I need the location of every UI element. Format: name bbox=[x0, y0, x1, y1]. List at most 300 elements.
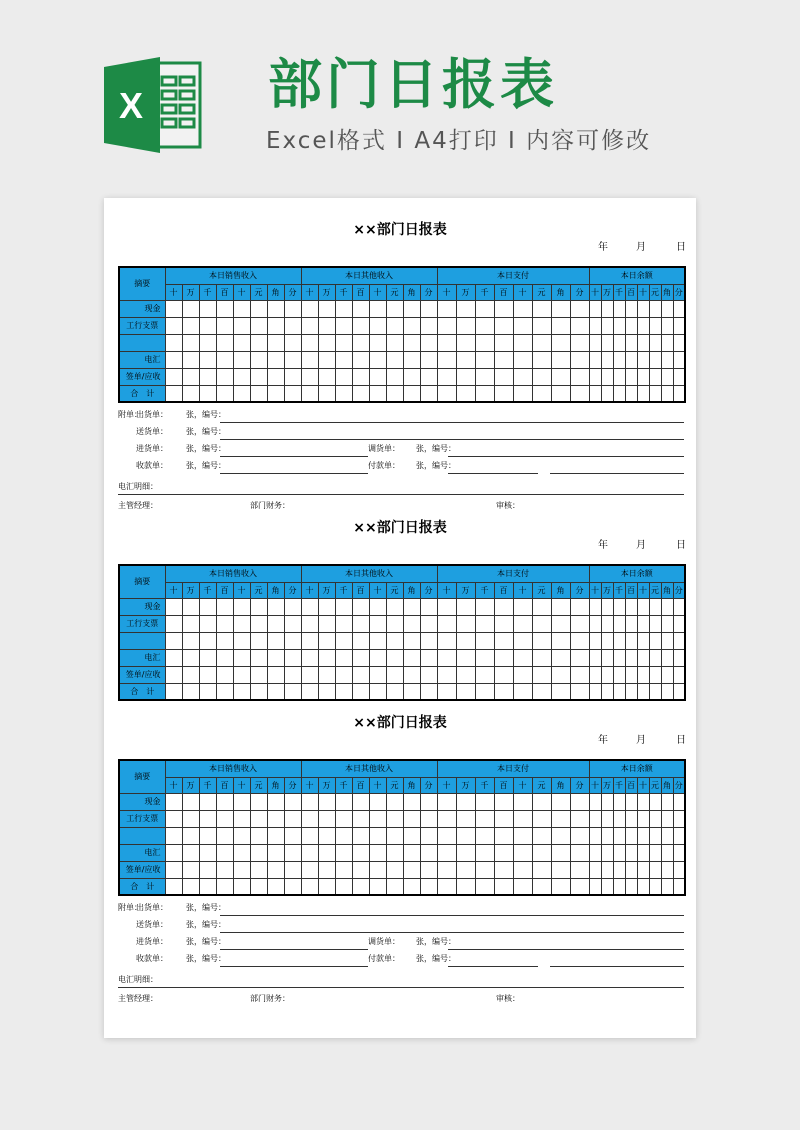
amount-cell[interactable] bbox=[437, 317, 456, 334]
amount-cell[interactable] bbox=[570, 810, 589, 827]
amount-cell[interactable] bbox=[661, 385, 673, 402]
amount-cell[interactable] bbox=[613, 334, 625, 351]
amount-cell[interactable] bbox=[570, 793, 589, 810]
amount-cell[interactable] bbox=[570, 351, 589, 368]
amount-cell[interactable] bbox=[475, 368, 494, 385]
amount-cell[interactable] bbox=[318, 810, 335, 827]
amount-cell[interactable] bbox=[637, 334, 649, 351]
amount-cell[interactable] bbox=[456, 649, 475, 666]
amount-cell[interactable] bbox=[589, 385, 601, 402]
amount-cell[interactable] bbox=[551, 334, 570, 351]
amount-cell[interactable] bbox=[475, 598, 494, 615]
amount-cell[interactable] bbox=[649, 844, 661, 861]
amount-cell[interactable] bbox=[551, 649, 570, 666]
amount-cell[interactable] bbox=[199, 385, 216, 402]
amount-cell[interactable] bbox=[233, 844, 250, 861]
amount-cell[interactable] bbox=[199, 793, 216, 810]
amount-cell[interactable] bbox=[284, 793, 301, 810]
amount-cell[interactable] bbox=[637, 666, 649, 683]
amount-cell[interactable] bbox=[570, 385, 589, 402]
amount-cell[interactable] bbox=[613, 861, 625, 878]
amount-cell[interactable] bbox=[420, 844, 437, 861]
amount-cell[interactable] bbox=[532, 632, 551, 649]
amount-cell[interactable] bbox=[267, 793, 284, 810]
amount-cell[interactable] bbox=[437, 649, 456, 666]
amount-cell[interactable] bbox=[532, 793, 551, 810]
amount-cell[interactable] bbox=[437, 793, 456, 810]
amount-cell[interactable] bbox=[318, 598, 335, 615]
amount-cell[interactable] bbox=[551, 598, 570, 615]
amount-cell[interactable] bbox=[494, 793, 513, 810]
amount-cell[interactable] bbox=[589, 334, 601, 351]
amount-cell[interactable] bbox=[589, 861, 601, 878]
amount-cell[interactable] bbox=[513, 810, 532, 827]
amount-cell[interactable] bbox=[165, 844, 182, 861]
amount-cell[interactable] bbox=[250, 793, 267, 810]
amount-cell[interactable] bbox=[420, 810, 437, 827]
amount-cell[interactable] bbox=[369, 632, 386, 649]
amount-cell[interactable] bbox=[661, 317, 673, 334]
amount-cell[interactable] bbox=[661, 878, 673, 895]
amount-cell[interactable] bbox=[673, 666, 685, 683]
amount-cell[interactable] bbox=[267, 317, 284, 334]
amount-cell[interactable] bbox=[513, 844, 532, 861]
amount-cell[interactable] bbox=[216, 878, 233, 895]
amount-cell[interactable] bbox=[267, 844, 284, 861]
amount-cell[interactable] bbox=[673, 598, 685, 615]
amount-cell[interactable] bbox=[570, 827, 589, 844]
amount-cell[interactable] bbox=[589, 300, 601, 317]
amount-cell[interactable] bbox=[165, 334, 182, 351]
amount-cell[interactable] bbox=[233, 368, 250, 385]
amount-cell[interactable] bbox=[613, 793, 625, 810]
amount-cell[interactable] bbox=[250, 317, 267, 334]
amount-cell[interactable] bbox=[386, 861, 403, 878]
amount-cell[interactable] bbox=[386, 683, 403, 700]
amount-cell[interactable] bbox=[267, 351, 284, 368]
amount-cell[interactable] bbox=[199, 615, 216, 632]
amount-cell[interactable] bbox=[625, 317, 637, 334]
amount-cell[interactable] bbox=[637, 793, 649, 810]
amount-cell[interactable] bbox=[318, 861, 335, 878]
amount-cell[interactable] bbox=[625, 683, 637, 700]
amount-cell[interactable] bbox=[165, 649, 182, 666]
amount-cell[interactable] bbox=[403, 666, 420, 683]
amount-cell[interactable] bbox=[551, 810, 570, 827]
amount-cell[interactable] bbox=[301, 844, 318, 861]
amount-cell[interactable] bbox=[216, 649, 233, 666]
amount-cell[interactable] bbox=[513, 615, 532, 632]
amount-cell[interactable] bbox=[250, 827, 267, 844]
amount-cell[interactable] bbox=[284, 317, 301, 334]
amount-cell[interactable] bbox=[369, 666, 386, 683]
amount-cell[interactable] bbox=[369, 368, 386, 385]
amount-cell[interactable] bbox=[199, 334, 216, 351]
amount-cell[interactable] bbox=[475, 351, 494, 368]
amount-cell[interactable] bbox=[673, 317, 685, 334]
amount-cell[interactable] bbox=[420, 632, 437, 649]
amount-cell[interactable] bbox=[369, 300, 386, 317]
amount-cell[interactable] bbox=[335, 632, 352, 649]
amount-cell[interactable] bbox=[625, 861, 637, 878]
amount-cell[interactable] bbox=[403, 351, 420, 368]
amount-cell[interactable] bbox=[403, 810, 420, 827]
amount-cell[interactable] bbox=[267, 368, 284, 385]
amount-cell[interactable] bbox=[250, 615, 267, 632]
amount-cell[interactable] bbox=[625, 666, 637, 683]
amount-cell[interactable] bbox=[318, 844, 335, 861]
amount-cell[interactable] bbox=[182, 861, 199, 878]
amount-cell[interactable] bbox=[589, 368, 601, 385]
amount-cell[interactable] bbox=[456, 615, 475, 632]
amount-cell[interactable] bbox=[233, 615, 250, 632]
amount-cell[interactable] bbox=[570, 649, 589, 666]
amount-cell[interactable] bbox=[601, 385, 613, 402]
amount-cell[interactable] bbox=[532, 368, 551, 385]
amount-cell[interactable] bbox=[284, 827, 301, 844]
amount-cell[interactable] bbox=[456, 683, 475, 700]
amount-cell[interactable] bbox=[475, 300, 494, 317]
amount-cell[interactable] bbox=[284, 351, 301, 368]
amount-cell[interactable] bbox=[649, 615, 661, 632]
amount-cell[interactable] bbox=[637, 632, 649, 649]
amount-cell[interactable] bbox=[613, 666, 625, 683]
amount-cell[interactable] bbox=[551, 683, 570, 700]
amount-cell[interactable] bbox=[649, 385, 661, 402]
amount-cell[interactable] bbox=[513, 368, 532, 385]
amount-cell[interactable] bbox=[250, 351, 267, 368]
amount-cell[interactable] bbox=[403, 827, 420, 844]
amount-cell[interactable] bbox=[456, 300, 475, 317]
amount-cell[interactable] bbox=[613, 317, 625, 334]
amount-cell[interactable] bbox=[570, 317, 589, 334]
amount-cell[interactable] bbox=[570, 334, 589, 351]
amount-cell[interactable] bbox=[284, 810, 301, 827]
amount-cell[interactable] bbox=[301, 827, 318, 844]
amount-cell[interactable] bbox=[352, 810, 369, 827]
amount-cell[interactable] bbox=[437, 351, 456, 368]
amount-cell[interactable] bbox=[613, 385, 625, 402]
amount-cell[interactable] bbox=[661, 598, 673, 615]
amount-cell[interactable] bbox=[318, 385, 335, 402]
amount-cell[interactable] bbox=[475, 334, 494, 351]
amount-cell[interactable] bbox=[165, 615, 182, 632]
amount-cell[interactable] bbox=[637, 598, 649, 615]
amount-cell[interactable] bbox=[386, 368, 403, 385]
amount-cell[interactable] bbox=[420, 385, 437, 402]
amount-cell[interactable] bbox=[233, 649, 250, 666]
amount-cell[interactable] bbox=[199, 598, 216, 615]
amount-cell[interactable] bbox=[284, 368, 301, 385]
amount-cell[interactable] bbox=[494, 632, 513, 649]
amount-cell[interactable] bbox=[369, 861, 386, 878]
amount-cell[interactable] bbox=[250, 334, 267, 351]
amount-cell[interactable] bbox=[625, 827, 637, 844]
amount-cell[interactable] bbox=[494, 878, 513, 895]
amount-cell[interactable] bbox=[352, 649, 369, 666]
amount-cell[interactable] bbox=[589, 351, 601, 368]
amount-cell[interactable] bbox=[216, 385, 233, 402]
amount-cell[interactable] bbox=[386, 649, 403, 666]
amount-cell[interactable] bbox=[199, 368, 216, 385]
amount-cell[interactable] bbox=[625, 810, 637, 827]
amount-cell[interactable] bbox=[551, 861, 570, 878]
amount-cell[interactable] bbox=[625, 615, 637, 632]
amount-cell[interactable] bbox=[318, 666, 335, 683]
amount-cell[interactable] bbox=[661, 368, 673, 385]
amount-cell[interactable] bbox=[589, 844, 601, 861]
amount-cell[interactable] bbox=[216, 861, 233, 878]
amount-cell[interactable] bbox=[437, 827, 456, 844]
amount-cell[interactable] bbox=[284, 598, 301, 615]
amount-cell[interactable] bbox=[570, 615, 589, 632]
amount-cell[interactable] bbox=[267, 598, 284, 615]
amount-cell[interactable] bbox=[551, 615, 570, 632]
amount-cell[interactable] bbox=[165, 317, 182, 334]
amount-cell[interactable] bbox=[386, 666, 403, 683]
amount-cell[interactable] bbox=[182, 844, 199, 861]
amount-cell[interactable] bbox=[165, 351, 182, 368]
amount-cell[interactable] bbox=[551, 827, 570, 844]
amount-cell[interactable] bbox=[284, 300, 301, 317]
amount-cell[interactable] bbox=[318, 878, 335, 895]
amount-cell[interactable] bbox=[420, 878, 437, 895]
amount-cell[interactable] bbox=[233, 878, 250, 895]
amount-cell[interactable] bbox=[570, 632, 589, 649]
amount-cell[interactable] bbox=[513, 666, 532, 683]
amount-cell[interactable] bbox=[284, 683, 301, 700]
amount-cell[interactable] bbox=[673, 334, 685, 351]
amount-cell[interactable] bbox=[369, 334, 386, 351]
amount-cell[interactable] bbox=[386, 317, 403, 334]
amount-cell[interactable] bbox=[589, 666, 601, 683]
amount-cell[interactable] bbox=[165, 810, 182, 827]
amount-cell[interactable] bbox=[284, 878, 301, 895]
amount-cell[interactable] bbox=[601, 317, 613, 334]
amount-cell[interactable] bbox=[532, 861, 551, 878]
amount-cell[interactable] bbox=[456, 334, 475, 351]
amount-cell[interactable] bbox=[216, 368, 233, 385]
amount-cell[interactable] bbox=[369, 317, 386, 334]
amount-cell[interactable] bbox=[649, 793, 661, 810]
amount-cell[interactable] bbox=[589, 793, 601, 810]
amount-cell[interactable] bbox=[570, 878, 589, 895]
amount-cell[interactable] bbox=[613, 878, 625, 895]
amount-cell[interactable] bbox=[352, 844, 369, 861]
amount-cell[interactable] bbox=[601, 793, 613, 810]
amount-cell[interactable] bbox=[513, 317, 532, 334]
amount-cell[interactable] bbox=[649, 334, 661, 351]
amount-cell[interactable] bbox=[216, 632, 233, 649]
amount-cell[interactable] bbox=[532, 649, 551, 666]
amount-cell[interactable] bbox=[589, 827, 601, 844]
amount-cell[interactable] bbox=[335, 368, 352, 385]
amount-cell[interactable] bbox=[637, 861, 649, 878]
amount-cell[interactable] bbox=[601, 844, 613, 861]
amount-cell[interactable] bbox=[318, 334, 335, 351]
amount-cell[interactable] bbox=[494, 810, 513, 827]
amount-cell[interactable] bbox=[199, 810, 216, 827]
amount-cell[interactable] bbox=[437, 632, 456, 649]
amount-cell[interactable] bbox=[182, 683, 199, 700]
amount-cell[interactable] bbox=[216, 351, 233, 368]
amount-cell[interactable] bbox=[673, 683, 685, 700]
amount-cell[interactable] bbox=[601, 632, 613, 649]
amount-cell[interactable] bbox=[513, 351, 532, 368]
amount-cell[interactable] bbox=[637, 810, 649, 827]
amount-cell[interactable] bbox=[403, 598, 420, 615]
amount-cell[interactable] bbox=[673, 827, 685, 844]
amount-cell[interactable] bbox=[352, 827, 369, 844]
amount-cell[interactable] bbox=[437, 810, 456, 827]
amount-cell[interactable] bbox=[661, 351, 673, 368]
amount-cell[interactable] bbox=[513, 385, 532, 402]
amount-cell[interactable] bbox=[165, 632, 182, 649]
amount-cell[interactable] bbox=[475, 861, 494, 878]
amount-cell[interactable] bbox=[673, 649, 685, 666]
amount-cell[interactable] bbox=[456, 598, 475, 615]
amount-cell[interactable] bbox=[475, 632, 494, 649]
amount-cell[interactable] bbox=[513, 878, 532, 895]
amount-cell[interactable] bbox=[589, 683, 601, 700]
amount-cell[interactable] bbox=[532, 300, 551, 317]
amount-cell[interactable] bbox=[182, 368, 199, 385]
amount-cell[interactable] bbox=[352, 615, 369, 632]
amount-cell[interactable] bbox=[625, 385, 637, 402]
amount-cell[interactable] bbox=[386, 300, 403, 317]
amount-cell[interactable] bbox=[352, 334, 369, 351]
amount-cell[interactable] bbox=[532, 844, 551, 861]
amount-cell[interactable] bbox=[250, 666, 267, 683]
amount-cell[interactable] bbox=[589, 317, 601, 334]
amount-cell[interactable] bbox=[513, 827, 532, 844]
amount-cell[interactable] bbox=[318, 683, 335, 700]
amount-cell[interactable] bbox=[649, 861, 661, 878]
amount-cell[interactable] bbox=[216, 844, 233, 861]
amount-cell[interactable] bbox=[199, 351, 216, 368]
amount-cell[interactable] bbox=[165, 666, 182, 683]
amount-cell[interactable] bbox=[456, 666, 475, 683]
amount-cell[interactable] bbox=[673, 351, 685, 368]
amount-cell[interactable] bbox=[199, 878, 216, 895]
amount-cell[interactable] bbox=[335, 666, 352, 683]
amount-cell[interactable] bbox=[250, 385, 267, 402]
amount-cell[interactable] bbox=[625, 334, 637, 351]
amount-cell[interactable] bbox=[267, 827, 284, 844]
amount-cell[interactable] bbox=[369, 827, 386, 844]
amount-cell[interactable] bbox=[216, 666, 233, 683]
amount-cell[interactable] bbox=[494, 368, 513, 385]
amount-cell[interactable] bbox=[532, 810, 551, 827]
amount-cell[interactable] bbox=[301, 368, 318, 385]
amount-cell[interactable] bbox=[233, 632, 250, 649]
amount-cell[interactable] bbox=[284, 385, 301, 402]
amount-cell[interactable] bbox=[637, 683, 649, 700]
amount-cell[interactable] bbox=[301, 385, 318, 402]
amount-cell[interactable] bbox=[601, 300, 613, 317]
amount-cell[interactable] bbox=[318, 317, 335, 334]
amount-cell[interactable] bbox=[403, 300, 420, 317]
amount-cell[interactable] bbox=[403, 878, 420, 895]
amount-cell[interactable] bbox=[250, 368, 267, 385]
amount-cell[interactable] bbox=[182, 632, 199, 649]
amount-cell[interactable] bbox=[661, 649, 673, 666]
amount-cell[interactable] bbox=[673, 793, 685, 810]
amount-cell[interactable] bbox=[637, 351, 649, 368]
amount-cell[interactable] bbox=[673, 861, 685, 878]
amount-cell[interactable] bbox=[199, 861, 216, 878]
amount-cell[interactable] bbox=[199, 632, 216, 649]
amount-cell[interactable] bbox=[420, 368, 437, 385]
amount-cell[interactable] bbox=[318, 351, 335, 368]
amount-cell[interactable] bbox=[475, 810, 494, 827]
amount-cell[interactable] bbox=[661, 615, 673, 632]
amount-cell[interactable] bbox=[601, 827, 613, 844]
amount-cell[interactable] bbox=[625, 368, 637, 385]
amount-cell[interactable] bbox=[403, 385, 420, 402]
amount-cell[interactable] bbox=[403, 683, 420, 700]
amount-cell[interactable] bbox=[637, 649, 649, 666]
amount-cell[interactable] bbox=[386, 632, 403, 649]
amount-cell[interactable] bbox=[437, 861, 456, 878]
amount-cell[interactable] bbox=[267, 683, 284, 700]
amount-cell[interactable] bbox=[182, 793, 199, 810]
amount-cell[interactable] bbox=[318, 632, 335, 649]
amount-cell[interactable] bbox=[403, 368, 420, 385]
amount-cell[interactable] bbox=[649, 317, 661, 334]
amount-cell[interactable] bbox=[250, 878, 267, 895]
amount-cell[interactable] bbox=[625, 649, 637, 666]
amount-cell[interactable] bbox=[649, 827, 661, 844]
amount-cell[interactable] bbox=[250, 861, 267, 878]
amount-cell[interactable] bbox=[301, 615, 318, 632]
amount-cell[interactable] bbox=[532, 615, 551, 632]
amount-cell[interactable] bbox=[475, 385, 494, 402]
amount-cell[interactable] bbox=[513, 598, 532, 615]
amount-cell[interactable] bbox=[456, 351, 475, 368]
amount-cell[interactable] bbox=[165, 827, 182, 844]
amount-cell[interactable] bbox=[649, 632, 661, 649]
amount-cell[interactable] bbox=[589, 632, 601, 649]
amount-cell[interactable] bbox=[352, 300, 369, 317]
amount-cell[interactable] bbox=[613, 368, 625, 385]
amount-cell[interactable] bbox=[420, 649, 437, 666]
amount-cell[interactable] bbox=[494, 334, 513, 351]
amount-cell[interactable] bbox=[386, 844, 403, 861]
amount-cell[interactable] bbox=[352, 683, 369, 700]
amount-cell[interactable] bbox=[233, 598, 250, 615]
amount-cell[interactable] bbox=[403, 793, 420, 810]
amount-cell[interactable] bbox=[570, 300, 589, 317]
amount-cell[interactable] bbox=[318, 649, 335, 666]
amount-cell[interactable] bbox=[420, 300, 437, 317]
amount-cell[interactable] bbox=[673, 844, 685, 861]
amount-cell[interactable] bbox=[661, 632, 673, 649]
amount-cell[interactable] bbox=[637, 878, 649, 895]
amount-cell[interactable] bbox=[551, 844, 570, 861]
amount-cell[interactable] bbox=[437, 844, 456, 861]
amount-cell[interactable] bbox=[216, 827, 233, 844]
amount-cell[interactable] bbox=[301, 334, 318, 351]
amount-cell[interactable] bbox=[649, 878, 661, 895]
amount-cell[interactable] bbox=[369, 351, 386, 368]
amount-cell[interactable] bbox=[352, 317, 369, 334]
amount-cell[interactable] bbox=[165, 598, 182, 615]
amount-cell[interactable] bbox=[661, 334, 673, 351]
amount-cell[interactable] bbox=[456, 793, 475, 810]
amount-cell[interactable] bbox=[216, 334, 233, 351]
amount-cell[interactable] bbox=[369, 683, 386, 700]
